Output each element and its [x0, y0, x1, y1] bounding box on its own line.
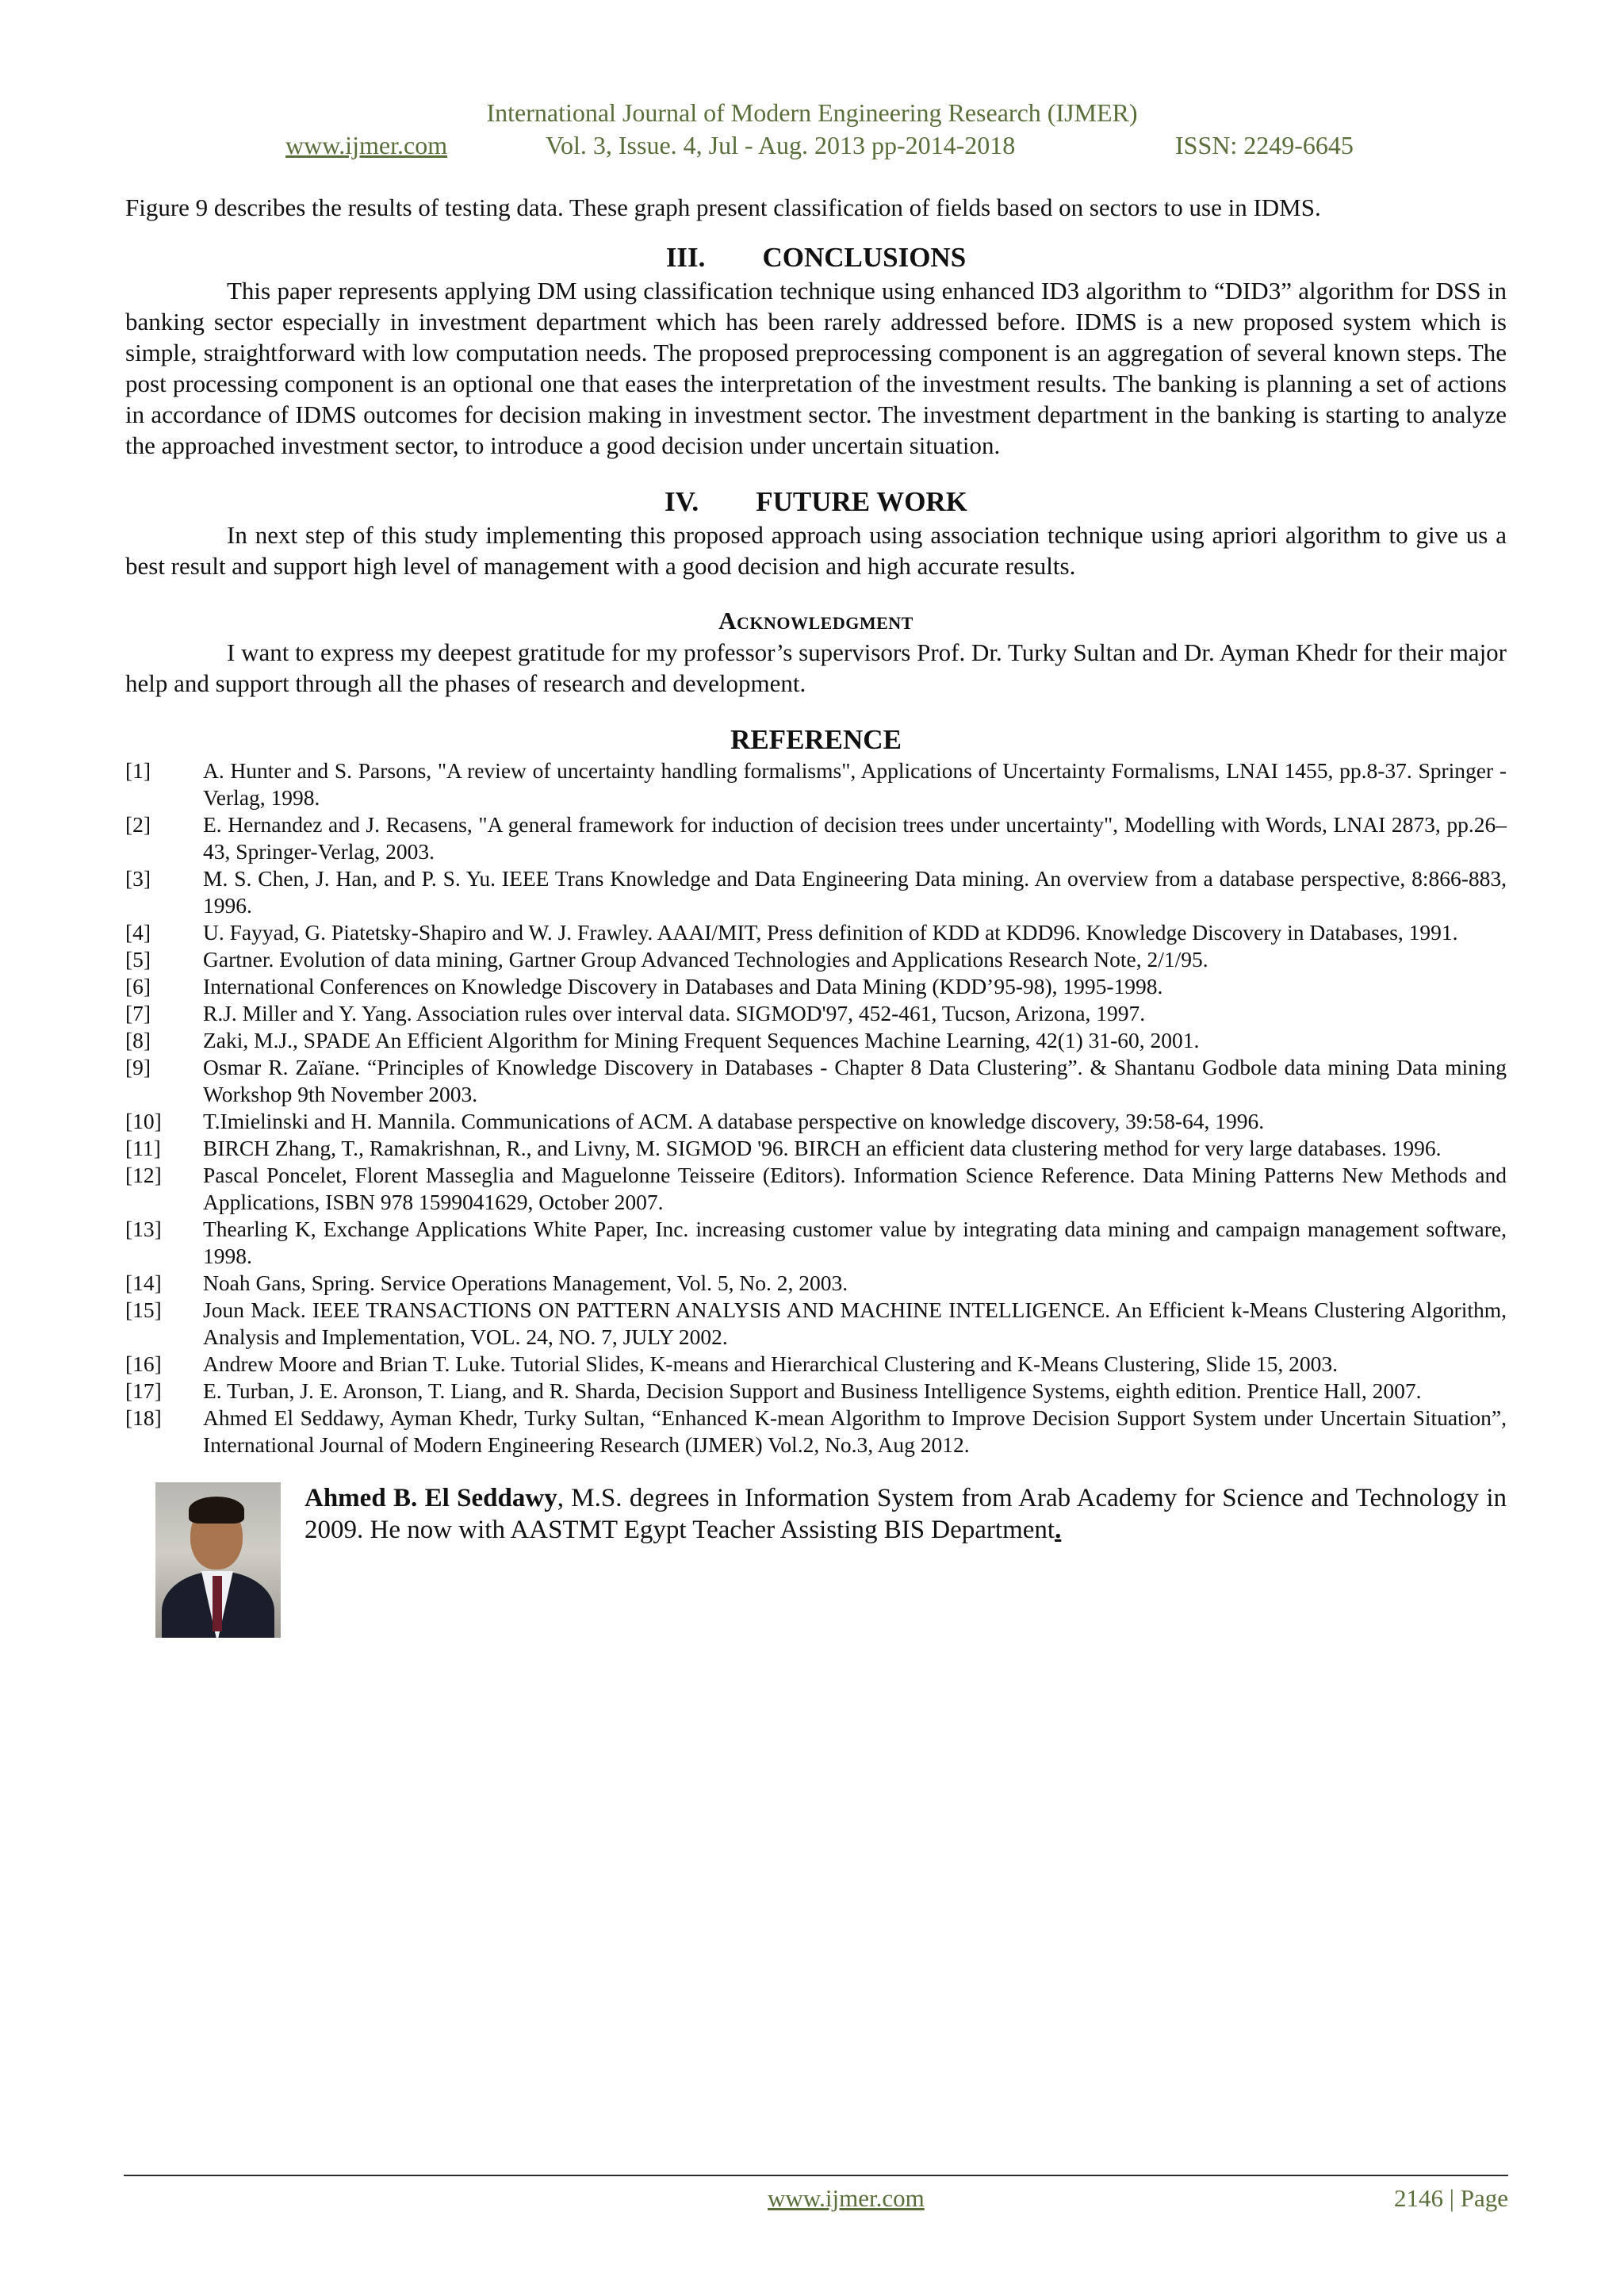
reference-text: Osmar R. Zaïane. “Principles of Knowledge Discovery in Databases - Chapter 8 Data Clustering”. & Shantanu Godbole data mining Data mining Workshop 9th November 2003. — [203, 1055, 1507, 1106]
reference-item — [125, 1000, 1507, 1027]
footer-site-link[interactable]: www.ijmer.com — [768, 2184, 925, 2212]
photo-tie-shape — [213, 1576, 222, 1631]
header-volume: Vol. 3, Issue. 4, Jul - Aug. 2013 pp-2014-2018 — [546, 131, 1016, 159]
journal-header-title: International Journal of Modern Engineering Research (IJMER) — [486, 98, 1138, 127]
journal-header-meta — [0, 128, 1624, 162]
reference-number: [14] — [125, 1271, 162, 1295]
reference-number: [4] — [125, 920, 151, 945]
reference-item — [125, 1405, 1507, 1458]
reference-number: [2] — [125, 812, 151, 837]
reference-number: [7] — [125, 1001, 151, 1025]
reference-text: E. Hernandez and J. Recasens, "A general framework for induction of decision trees under uncertainty", Modelling with Words, LNAI 2873, pp.26–43, Springer-Verlag, 2003. — [203, 812, 1507, 864]
reference-number: [3] — [125, 866, 151, 891]
header-issn: ISSN: 2249-6645 — [1175, 131, 1354, 159]
reference-number: [16] — [125, 1351, 162, 1376]
reference-text: Andrew Moore and Brian T. Luke. Tutorial Slides, K-means and Hierarchical Clustering and K-Means Clustering, Slide 15, 2003. — [203, 1351, 1339, 1376]
reference-number: [5] — [125, 947, 151, 972]
reference-text: R.J. Miller and Y. Yang. Association rules over interval data. SIGMOD'97, 452-461, Tucson, Arizona, 1997. — [203, 1001, 1146, 1025]
future-work-title: FUTURE WORK — [756, 486, 967, 517]
reference-text: U. Fayyad, G. Piatetsky-Shapiro and W. J. Frawley. AAAI/MIT, Press definition of KDD at KDD96. Knowledge Discovery in Databases, 1991. — [203, 920, 1458, 945]
reference-number: [11] — [125, 1136, 161, 1160]
reference-text: Thearling K, Exchange Applications White Paper, Inc. increasing customer value by integrating data mining and campaign management software, 1998. — [203, 1217, 1507, 1268]
reference-text: Gartner. Evolution of data mining, Gartner Group Advanced Technologies and Applications Research Note, 2/1/95. — [203, 947, 1208, 972]
reference-item — [125, 811, 1507, 865]
author-bio: , M.S. degrees in Information System from Arab Academy for Science and Technology in 2009. He now with AASTMT Egypt Teacher Assisting BIS Department — [304, 1484, 1507, 1544]
reference-item — [125, 1162, 1507, 1216]
reference-item — [125, 1054, 1507, 1108]
intro-paragraph: Figure 9 describes the results of testing data. These graph present classification of fields based on sectors to use in IDMS. — [125, 194, 1321, 221]
reference-item — [125, 865, 1507, 919]
reference-number: [6] — [125, 974, 151, 999]
reference-number: [15] — [125, 1297, 162, 1322]
reference-item — [125, 1378, 1507, 1405]
reference-item — [125, 1027, 1507, 1054]
future-work-number: IV. — [665, 486, 699, 517]
reference-text: Zaki, M.J., SPADE An Efficient Algorithm for Mining Frequent Sequences Machine Learning, 42(1) 31-60, 2001. — [203, 1028, 1200, 1052]
reference-number: [9] — [125, 1055, 151, 1079]
reference-item — [125, 919, 1507, 946]
reference-item — [125, 1135, 1507, 1162]
reference-item — [125, 757, 1507, 811]
reference-text: M. S. Chen, J. Han, and P. S. Yu. IEEE Trans Knowledge and Data Engineering Data mining. An overview from a database perspective, 8:866-883, 1996. — [203, 866, 1507, 918]
reference-text: T.Imielinski and H. Mannila. Communications of ACM. A database perspective on knowledge discovery, 39:58-64, 1996. — [203, 1109, 1265, 1133]
reference-number: [18] — [125, 1405, 162, 1430]
acknowledgment-paragraph: I want to express my deepest gratitude for my professor’s supervisors Prof. Dr. Turky Sultan and Dr. Ayman Khedr for their major help and support through all the phases of research and development. — [125, 638, 1507, 697]
reference-text: A. Hunter and S. Parsons, "A review of uncertainty handling formalisms", Applications of Uncertainty Formalisms, LNAI 1455, pp.8-37. Springer -Verlag, 1998. — [203, 758, 1507, 810]
conclusions-heading — [125, 240, 1507, 275]
reference-text: Joun Mack. IEEE TRANSACTIONS ON PATTERN ANALYSIS AND MACHINE INTELLIGENCE. An Efficient k-Means Clustering Algorithm, Analysis and Implementation, VOL. 24, NO. 7, JULY 2002. — [203, 1297, 1507, 1349]
reference-item — [125, 973, 1507, 1000]
header-site-link[interactable]: www.ijmer.com — [285, 131, 448, 159]
conclusions-title: CONCLUSIONS — [762, 242, 967, 273]
reference-item — [125, 1351, 1507, 1378]
reference-text: E. Turban, J. E. Aronson, T. Liang, and R. Sharda, Decision Support and Business Intelligence Systems, eighth edition. Prentice Hall, 2007. — [203, 1378, 1422, 1403]
conclusions-paragraph: This paper represents applying DM using classification technique using enhanced ID3 algorithm to “DID3” algorithm for DSS in banking sector especially in investment department which has been rarely addressed before. IDMS is a new proposed system which is simple, straightforward with low computation needs. The proposed preprocessing component is an aggregation of several known steps. The post processing component is an optional one that eases the interpretation of the investment results. The banking is planning a set of actions in accordance of IDMS outcomes for decision making in investment sector. The investment department in the banking is starting to analyze the approached investment sector, to introduce a good decision under uncertain situation. — [125, 277, 1507, 459]
footer-page-number: 2146 | Page — [1394, 2184, 1508, 2212]
reference-text: International Conferences on Knowledge Discovery in Databases and Data Mining (KDD’95-98), 1995-1998. — [203, 974, 1163, 999]
reference-text: Ahmed El Seddawy, Ayman Khedr, Turky Sultan, “Enhanced K-mean Algorithm to Improve Decision Support System under Uncertain Situation”, International Journal of Modern Engineering Research (IJMER) Vol.2, No.3, Aug 2012. — [203, 1405, 1507, 1457]
main-content — [125, 192, 1507, 1641]
reference-item — [125, 1270, 1507, 1297]
future-work-paragraph: In next step of this study implementing this proposed approach using association technique using apriori algorithm to give us a best result and support high level of management with a good decision and high accurate results. — [125, 521, 1507, 580]
photo-hair-shape — [189, 1497, 244, 1524]
author-bio-text — [304, 1482, 1507, 1546]
reference-item — [125, 946, 1507, 973]
references-list — [125, 757, 1507, 1458]
reference-number: [17] — [125, 1378, 162, 1403]
author-bio-block — [125, 1482, 1507, 1641]
reference-text: Pascal Poncelet, Florent Masseglia and Maguelonne Teisseire (Editors). Information Science Reference. Data Mining Patterns New Methods and Applications, ISBN 978 1599041629, October 2007. — [203, 1163, 1507, 1214]
reference-item — [125, 1108, 1507, 1135]
reference-number: [10] — [125, 1109, 162, 1133]
reference-item — [125, 1216, 1507, 1270]
reference-item — [125, 1297, 1507, 1351]
reference-number: [1] — [125, 758, 151, 783]
reference-number: [12] — [125, 1163, 162, 1187]
author-bio-end: . — [1055, 1516, 1062, 1544]
footer-divider — [124, 2175, 1508, 2176]
author-photo — [155, 1482, 281, 1638]
conclusions-number: III. — [665, 242, 706, 273]
author-name: Ahmed B. El Seddawy — [304, 1484, 557, 1512]
reference-number: [13] — [125, 1217, 162, 1241]
references-heading: REFERENCE — [730, 724, 902, 755]
future-work-heading — [125, 485, 1507, 519]
reference-text: BIRCH Zhang, T., Ramakrishnan, R., and Livny, M. SIGMOD '96. BIRCH an efficient data clustering method for very large databases. 1996. — [203, 1136, 1442, 1160]
acknowledgment-heading: Acknowledgment — [718, 607, 914, 634]
reference-number: [8] — [125, 1028, 151, 1052]
reference-text: Noah Gans, Spring. Service Operations Management, Vol. 5, No. 2, 2003. — [203, 1271, 848, 1295]
